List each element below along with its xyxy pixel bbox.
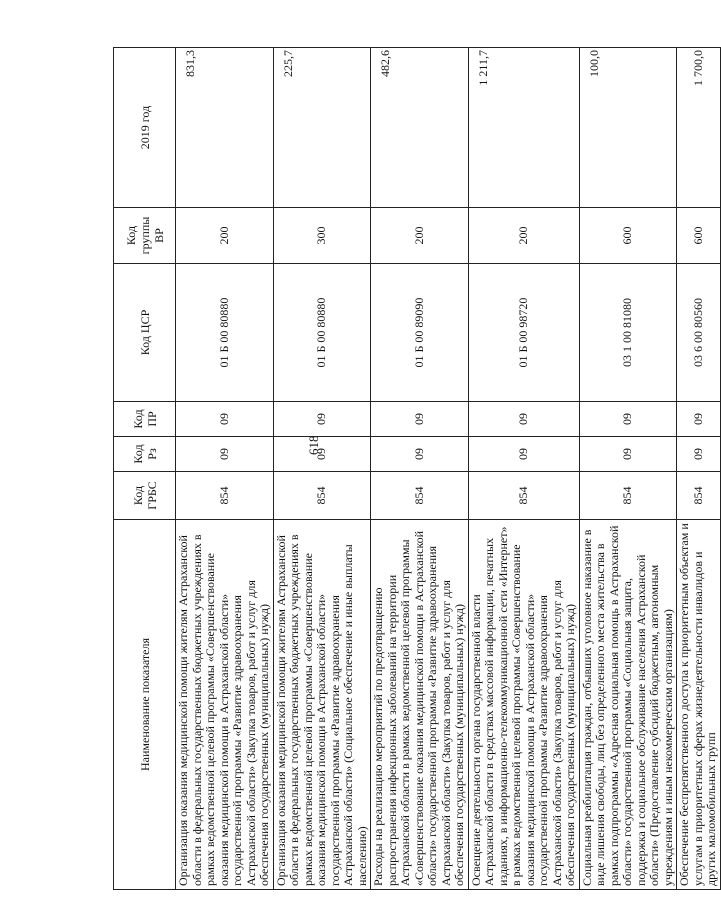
cell-grbs: 854	[273, 472, 371, 520]
cell-name: Освещение деятельности органа государственной власти Астраханской области в средствах массовой информации, печатных изданиях, в информационно-телекоммуникационной сети «Интернет» в рамках ведомственной целевой программы «Совершенствование оказания медицинской помощи в Астраханской области» государственной программы «Развитие здравоохранения Астраханской области» (Закупка товаров, работ и услуг для обеспечения государственных (муниципальных) нужд)	[468, 520, 579, 890]
cell-name: Обеспечение беспрепятственного доступа к приоритетным объектам и услугам в приоритетных сферах жизнедеятельности инвалидов и других маломобильных групп	[677, 520, 721, 890]
cell-name: Организация оказания медицинской помощи жителям Астраханской области в федеральных государственных бюджетных учреждениях в рамках ведомственной целевой программы «Совершенствование оказания медицинской помощи в Астраханской области» государственной программы «Развитие здравоохранения Астраханской области» (Закупка товаров, работ и услуг для обеспечения государственных (муниципальных) нужд)	[176, 520, 274, 890]
table-row	[579, 48, 677, 890]
cell-sum: 1 700,0	[677, 48, 721, 208]
cell-rz: 09	[579, 437, 677, 472]
header-vr: Код группы ВР	[114, 208, 176, 264]
cell-rz: 09	[677, 437, 721, 472]
rotated-table-container	[113, 48, 718, 890]
cell-csr: 03 1 00 81080	[579, 264, 677, 402]
cell-vr: 300	[273, 208, 371, 264]
cell-sum: 482,6	[371, 48, 469, 208]
header-sum: 2019 год	[114, 48, 176, 208]
cell-pr: 09	[371, 402, 469, 437]
cell-csr: 01 Б 00 80880	[273, 264, 371, 402]
cell-rz: 09	[468, 437, 579, 472]
budget-table	[113, 47, 721, 890]
cell-vr: 600	[579, 208, 677, 264]
cell-csr: 01 Б 00 98720	[468, 264, 579, 402]
table-row	[677, 48, 721, 890]
cell-sum: 225,7	[273, 48, 371, 208]
header-csr: Код ЦСР	[114, 264, 176, 402]
cell-grbs: 854	[176, 472, 274, 520]
cell-name: Расходы на реализацию мероприятий по предотвращению распространения инфекционных заболеваний на территории Астраханской области в рамках ведомственной целевой программы «Совершенствование оказания медицинской помощи в Астраханской области» государственной программы «Развитие здравоохранения Астраханской области» (Закупка товаров, работ и услуг для обеспечения государственных (муниципальных) нужд)	[371, 520, 469, 890]
cell-vr: 600	[677, 208, 721, 264]
cell-vr: 200	[176, 208, 274, 264]
cell-name: Организация оказания медицинской помощи жителям Астраханской области в федеральных государственных бюджетных учреждениях в рамках ведомственной целевой программы «Совершенствование оказания медицинской помощи в Астраханской области» государственной программы «Развитие здравоохранения Астраханской области» (Социальное обеспечение и иные выплаты населению)	[273, 520, 371, 890]
table-row	[468, 48, 579, 890]
table-row	[371, 48, 469, 890]
table-row	[176, 48, 274, 890]
cell-pr: 09	[468, 402, 579, 437]
cell-grbs: 854	[579, 472, 677, 520]
cell-pr: 09	[677, 402, 721, 437]
table-header-row	[114, 48, 176, 890]
header-rz: Код Рз	[114, 437, 176, 472]
cell-vr: 200	[371, 208, 469, 264]
cell-sum: 100,0	[579, 48, 677, 208]
cell-sum: 1 211,7	[468, 48, 579, 208]
cell-pr: 09	[176, 402, 274, 437]
cell-sum: 831,3	[176, 48, 274, 208]
cell-grbs: 854	[468, 472, 579, 520]
cell-rz: 09	[176, 437, 274, 472]
cell-csr: 03 6 00 80560	[677, 264, 721, 402]
cell-csr: 01 Б 00 89090	[371, 264, 469, 402]
table-row	[273, 48, 371, 890]
page-number: 618	[306, 435, 321, 455]
cell-pr: 09	[273, 402, 371, 437]
cell-rz: 09	[273, 437, 371, 472]
header-pr: Код ПР	[114, 402, 176, 437]
cell-rz: 09	[371, 437, 469, 472]
cell-grbs: 854	[371, 472, 469, 520]
cell-grbs: 854	[677, 472, 721, 520]
cell-csr: 01 Б 00 80880	[176, 264, 274, 402]
header-name: Наименование показателя	[114, 520, 176, 890]
header-grbs: Код ГРБС	[114, 472, 176, 520]
cell-pr: 09	[579, 402, 677, 437]
cell-name: Социальная реабилитация граждан, отбывших уголовное наказание в виде лишения свободы, лиц без определенного места жительства в рамках подпрограммы «Адресная социальная помощь в Астраханской области» государственной программы «Социальная защита, поддержка и социальное обслуживание населения Астраханской области» (Предоставление субсидий бюджетным, автономным учреждениям и иным некоммерческим организациям)	[579, 520, 677, 890]
cell-vr: 200	[468, 208, 579, 264]
